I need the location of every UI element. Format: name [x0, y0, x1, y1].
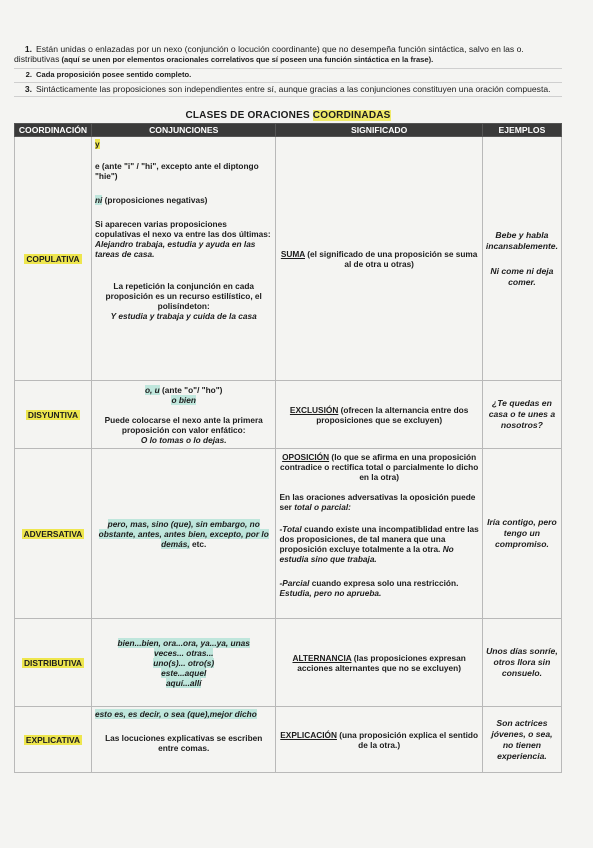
header-ejemplos: EJEMPLOS	[482, 124, 561, 137]
intro-item-3: 3. Sintácticamente las proposiciones son independientes entre sí, aunque gracias a las conjunciones constituyen una oración compuesta.	[14, 83, 562, 97]
row-copulativa	[15, 137, 562, 381]
header-conjunciones: CONJUNCIONES	[91, 124, 276, 137]
intro-text-1b: (aquí se unen por elementos oracionales correlativos que sí poseen una función sintáctica en la frase).	[59, 55, 434, 65]
intro-list	[14, 43, 562, 97]
sig-adversativa: OPOSICIÓN (lo que se afirma en una proposición contradice o rectifica total o parcialmente lo dicho en la otra) En las oraciones adversativas la oposición puede ser total o parcial: -Total cuando existe una incompatiblidad entre las dos proposiciones, de tal manera que una proposición excluye totalmente a la otra. No estudia sino que trabaja. -Parcial cuando expresa solo una restricción. Estudia, pero no aprueba.	[276, 449, 482, 619]
type-explicativa: EXPLICATIVA	[15, 707, 92, 773]
intro-item-2: 2. Cada proposición posee sentido completo.	[14, 69, 562, 83]
row-distributiva	[15, 619, 562, 707]
ex-adversativa: Iría contigo, pero tengo un compromiso.	[482, 449, 561, 619]
intro-text-1: Están unidas o enlazadas por un nexo (conjunción o locución coordinante) que no desempeña función sintáctica, salvo en las o. distributivas	[14, 44, 524, 65]
conj-adversativa: pero, mas, sino (que), sin embargo, no obstante, antes, antes bien, excepto, por lo demás, etc.	[91, 449, 276, 619]
intro-text-3: Sintácticamente las proposiciones son independientes entre sí, aunque gracias a las conjunciones constituyen una oración compuesta.	[36, 83, 551, 94]
header-coordinacion: COORDINACIÓN	[15, 124, 92, 137]
ex-distributiva: Unos días sonríe, otros llora sin consuelo.	[482, 619, 561, 707]
row-adversativa	[15, 449, 562, 619]
ex-copulativa: Bebe y habla incansablemente. Ni come ni deja comer.	[482, 137, 561, 381]
row-explicativa	[15, 707, 562, 773]
row-disyuntiva	[15, 381, 562, 449]
table-header-row	[15, 124, 562, 137]
type-disyuntiva: DISYUNTIVA	[15, 381, 92, 449]
type-adversativa: ADVERSATIVA	[15, 449, 92, 619]
conj-copulativa: y e (ante "i" / "hi", excepto ante el diptongo "hie") ni (proposiciones negativas) Si aparecen varias proposiciones copulativas el nexo va entre las dos últimas: Alejandro trabaja, estudia y ayuda en las tareas de casa. La repetición la conjunción en cada proposición es un recurso estilístico, el polisíndeton: Y estudia y trabaja y cuida de la casa	[91, 137, 276, 381]
coordination-table	[14, 123, 562, 773]
table-title: CLASES DE ORACIONES COORDINADAS	[185, 110, 391, 121]
conj-distributiva: bien...bien, ora...ora, ya...ya, unas veces... otras... uno(s)... otro(s) este...aquel aquí...allí	[91, 619, 276, 707]
ex-explicativa: Son actrices jóvenes, o sea, no tienen experiencia.	[482, 707, 561, 773]
type-copulativa: COPULATIVA	[15, 137, 92, 381]
sig-disyuntiva: EXCLUSIÓN (ofrecen la alternancia entre dos proposiciones que se excluyen)	[276, 381, 482, 449]
sig-explicativa: EXPLICACIÓN (una proposición explica el sentido de la otra.)	[276, 707, 482, 773]
conj-disyuntiva: o, u (ante "o"/ "ho") o bien Puede colocarse el nexo ante la primera proposición con valor enfático: O lo tomas o lo dejas.	[91, 381, 276, 449]
ex-disyuntiva: ¿Te quedas en casa o te unes a nosotros?	[482, 381, 561, 449]
header-significado: SIGNIFICADO	[276, 124, 482, 137]
sig-copulativa: SUMA (el significado de una proposición se suma al de otra u otras)	[276, 137, 482, 381]
intro-text-2: Cada proposición posee sentido completo.	[36, 69, 192, 79]
type-distributiva: DISTRIBUTIVA	[15, 619, 92, 707]
conj-explicativa: esto es, es decir, o sea (que),mejor dicho Las locuciones explicativas se escriben entre comas.	[91, 707, 276, 773]
sig-distributiva: ALTERNANCIA (las proposiciones expresan acciones alternantes que no se excluyen)	[276, 619, 482, 707]
intro-item-1: 1. Están unidas o enlazadas por un nexo (conjunción o locución coordinante) que no desempeña función sintáctica, salvo en las o. distributivas (aquí se unen por elementos oracionales correlativos que sí poseen una función sintáctica en la frase).	[14, 43, 562, 69]
